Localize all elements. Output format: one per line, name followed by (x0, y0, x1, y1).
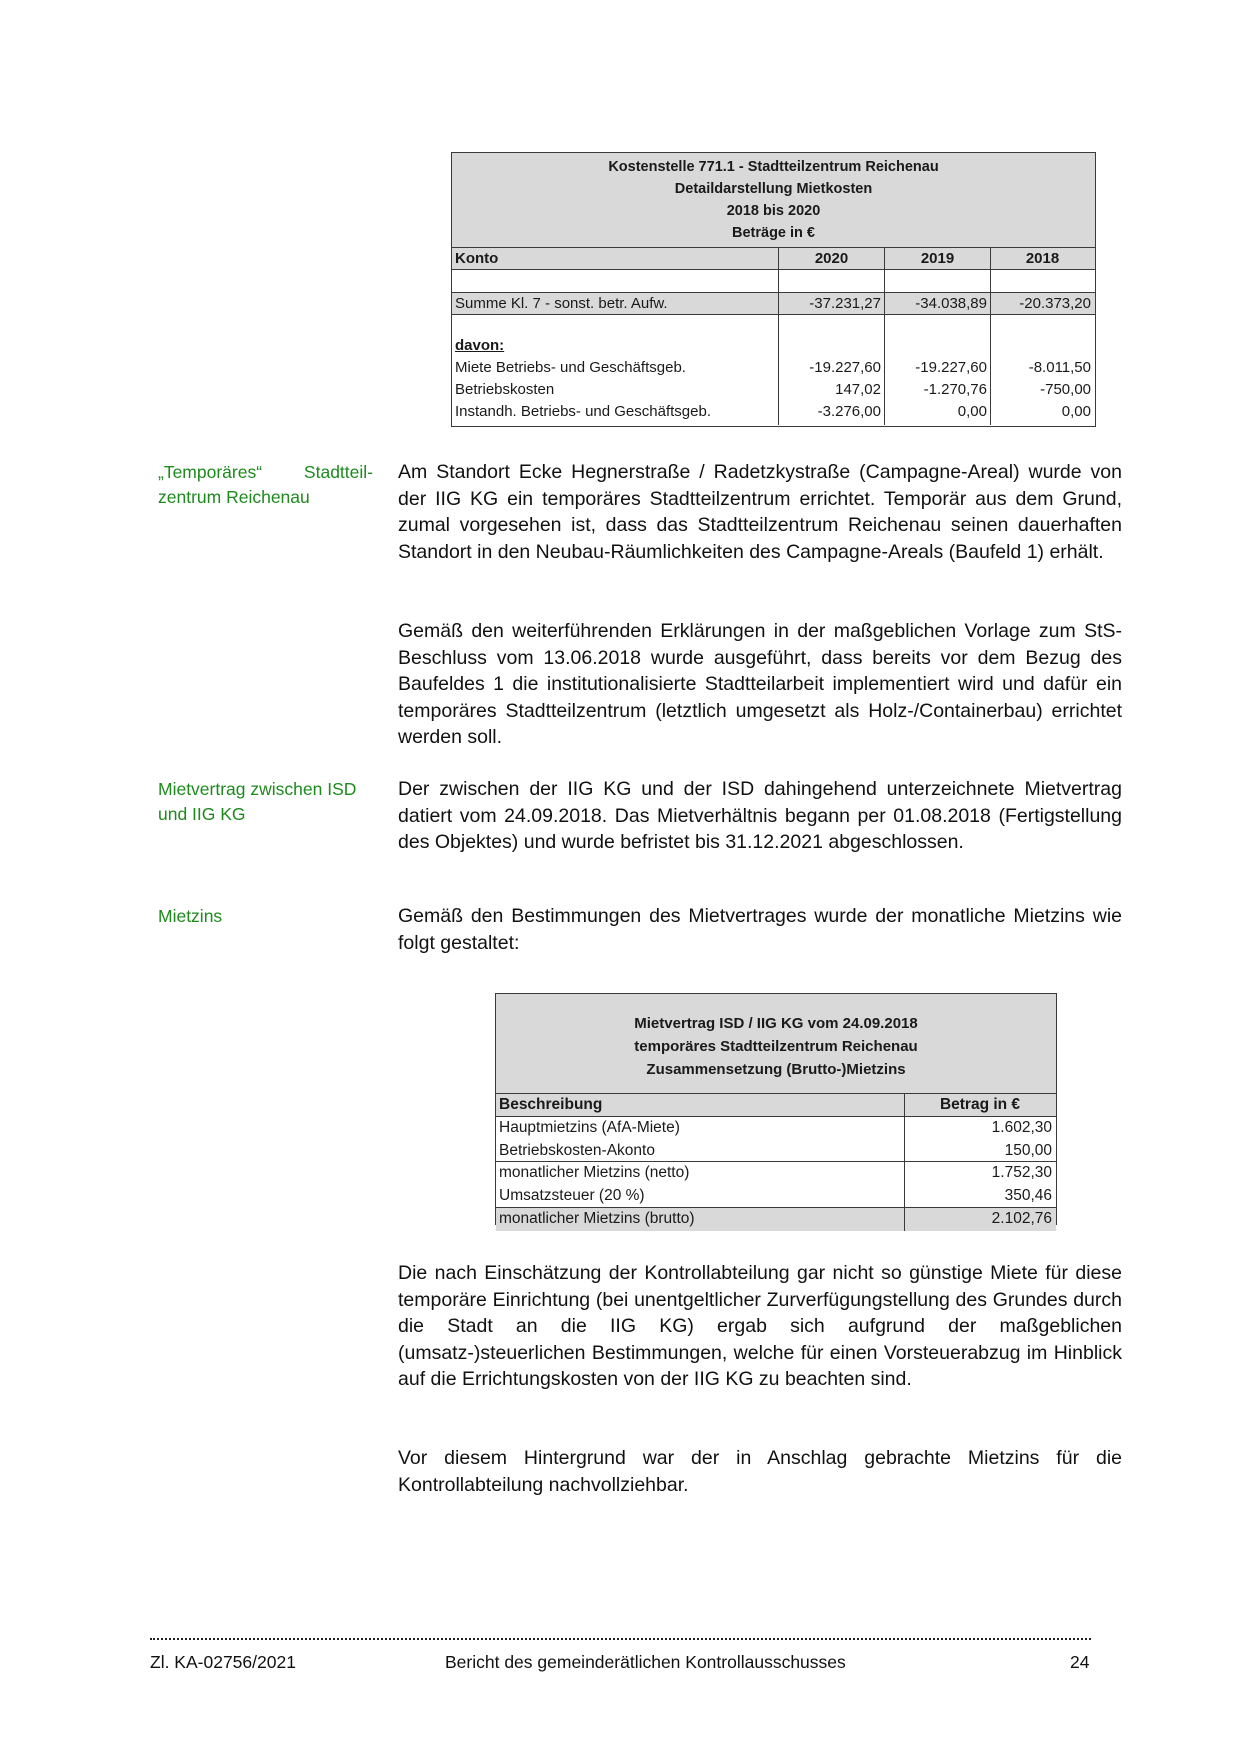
paragraph: Gemäß den weiterführenden Erklärungen in der maßgeblichen Vorlage zum StS-Beschluss vom 13.06.2018 wurde ausgeführt, dass bereits vor dem Bezug des Baufeldes 1 die institutionalisierte Stadtteilarbeit implementiert wird und dafür ein temporäres Stadtteilzentrum (letztlich umgesetzt als Holz-/Containerbau) errichtet werden soll. (398, 620, 1122, 748)
column-header: Betrag in € (939, 1096, 1021, 1113)
page-number: 24 (1070, 1652, 1090, 1672)
row-label: Hauptmietzins (AfA-Miete) (496, 1117, 905, 1140)
row-label: Betriebskosten (455, 381, 555, 398)
cell-value: 1.602,30 (991, 1118, 1052, 1136)
cell-value: -1.270,76 (923, 381, 987, 398)
footer-reference: Zl. KA-02756/2021 (150, 1652, 296, 1672)
cell-value: 0,00 (1061, 403, 1091, 420)
table-title-line: Zusammensetzung (Brutto-)Mietzins (646, 1061, 906, 1078)
row-label: monatlicher Mietzins (netto) (496, 1162, 905, 1185)
paragraph: Der zwischen der IIG KG und der ISD dahingehend unterzeichnete Mietvertrag datiert vom 24.09.2018. Das Mietverhältnis begann per 01.08.2018 (Fertigstellung des Objektes) und wurde befristet bis 31.12.2021 abgeschlossen. (398, 778, 1122, 853)
row-label: Instandh. Betriebs- und Geschäftsgeb. (455, 403, 711, 420)
table-sum-row (452, 293, 1095, 315)
footer-divider (150, 1636, 1091, 1640)
table-row (496, 1140, 1056, 1163)
cell-value: 350,46 (1004, 1187, 1052, 1205)
cell-value: -3.276,00 (817, 403, 881, 420)
column-header: Beschreibung (496, 1094, 905, 1116)
row-label: Summe Kl. 7 - sonst. betr. Aufw. (452, 293, 779, 314)
cell-value: -34.038,89 (885, 293, 991, 314)
table-title-line: 2018 bis 2020 (726, 203, 821, 219)
row-label: Miete Betriebs- und Geschäftsgeb. (455, 359, 686, 376)
cell-value: -37.231,27 (779, 293, 885, 314)
table-detail-block (452, 315, 1095, 425)
paragraph: Die nach Einschätzung der Kontrollabteilung gar nicht so günstige Miete für diese temporäre Einrichtung (bei unentgeltlicher Zurverfügungstellung des Grundes durch die Stadt an die IIG KG) ergab sich aufgrund der maßgeblichen (umsatz-)steuerlichen Bestimmungen, welche für einen Vorsteuerabzug im Hinblick auf die Errichtungskosten von der IIG KG zu beachten sind. (398, 1262, 1122, 1390)
column-header: 2020 (779, 248, 885, 269)
cell-value: -19.227,60 (809, 359, 881, 376)
table-title-line: Mietvertrag ISD / IIG KG vom 24.09.2018 (634, 1015, 918, 1032)
table-header-row (452, 248, 1095, 270)
cell-value: -19.227,60 (915, 359, 987, 376)
cell-value: 150,00 (1004, 1141, 1052, 1159)
table-title (496, 994, 1056, 1094)
cell-value: -8.011,50 (1028, 359, 1091, 376)
cell-value: 2.102,76 (991, 1209, 1052, 1227)
table-empty-row (452, 270, 1095, 293)
cell-value: -20.373,20 (1019, 295, 1091, 312)
rent-composition-table (495, 993, 1057, 1225)
margin-label-rent: Mietzins (158, 906, 223, 926)
column-header: Konto (452, 248, 779, 269)
paragraph: Vor diesem Hintergrund war der in Anschlag gebrachte Mietzins für die Kontrollabteilung nachvollziehbar. (398, 1447, 1122, 1496)
row-label: Betriebskosten-Akonto (496, 1140, 905, 1162)
cost-center-table (451, 152, 1096, 427)
table-title-line: Kostenstelle 771.1 - Stadtteilzentrum Reichenau (608, 159, 939, 175)
margin-label-rental-contract: Mietvertrag zwischen ISD und IIG KG (158, 779, 357, 824)
cell-value: -750,00 (1040, 381, 1091, 398)
davon-label: davon: (455, 337, 505, 354)
cell-value: 147,02 (835, 381, 881, 398)
table-title (452, 153, 1095, 248)
column-header: 2018 (1025, 250, 1060, 267)
table-header-row (496, 1094, 1056, 1117)
row-label: Umsatzsteuer (20 %) (496, 1185, 905, 1207)
row-label: monatlicher Mietzins (brutto) (496, 1208, 905, 1231)
table-title-line: Beträge in € (732, 225, 815, 241)
table-row (496, 1185, 1056, 1208)
table-title-line: temporäres Stadtteilzentrum Reichenau (634, 1038, 918, 1055)
table-row (496, 1162, 1056, 1185)
table-total-row (496, 1208, 1056, 1231)
cell-value: 1.752,30 (991, 1164, 1052, 1182)
paragraph: Gemäß den Bestimmungen des Mietvertrages wurde der monatliche Mietzins wie folgt gestaltet: (398, 905, 1122, 954)
table-title-line: Detaildarstellung Mietkosten (674, 181, 873, 197)
margin-label-temporary-center: „Temporäres“ Stadtteil-zentrum Reichenau (158, 462, 373, 507)
paragraph: Am Standort Ecke Hegnerstraße / Radetzkystraße (Campagne-Areal) wurde von der IIG KG ein temporäres Stadtteilzentrum errichtet. Temporär aus dem Grund, zumal vorgesehen ist, dass das Stadtteilzentrum Reichenau seinen dauerhaften Standort in den Neubau-Räumlichkeiten des Campagne-Areals (Baufeld 1) erhält. (398, 461, 1122, 563)
cell-value: 0,00 (957, 403, 987, 420)
table-row (496, 1117, 1056, 1140)
column-header: 2019 (885, 248, 991, 269)
footer-title: Bericht des gemeinderätlichen Kontrollausschusses (445, 1652, 846, 1672)
